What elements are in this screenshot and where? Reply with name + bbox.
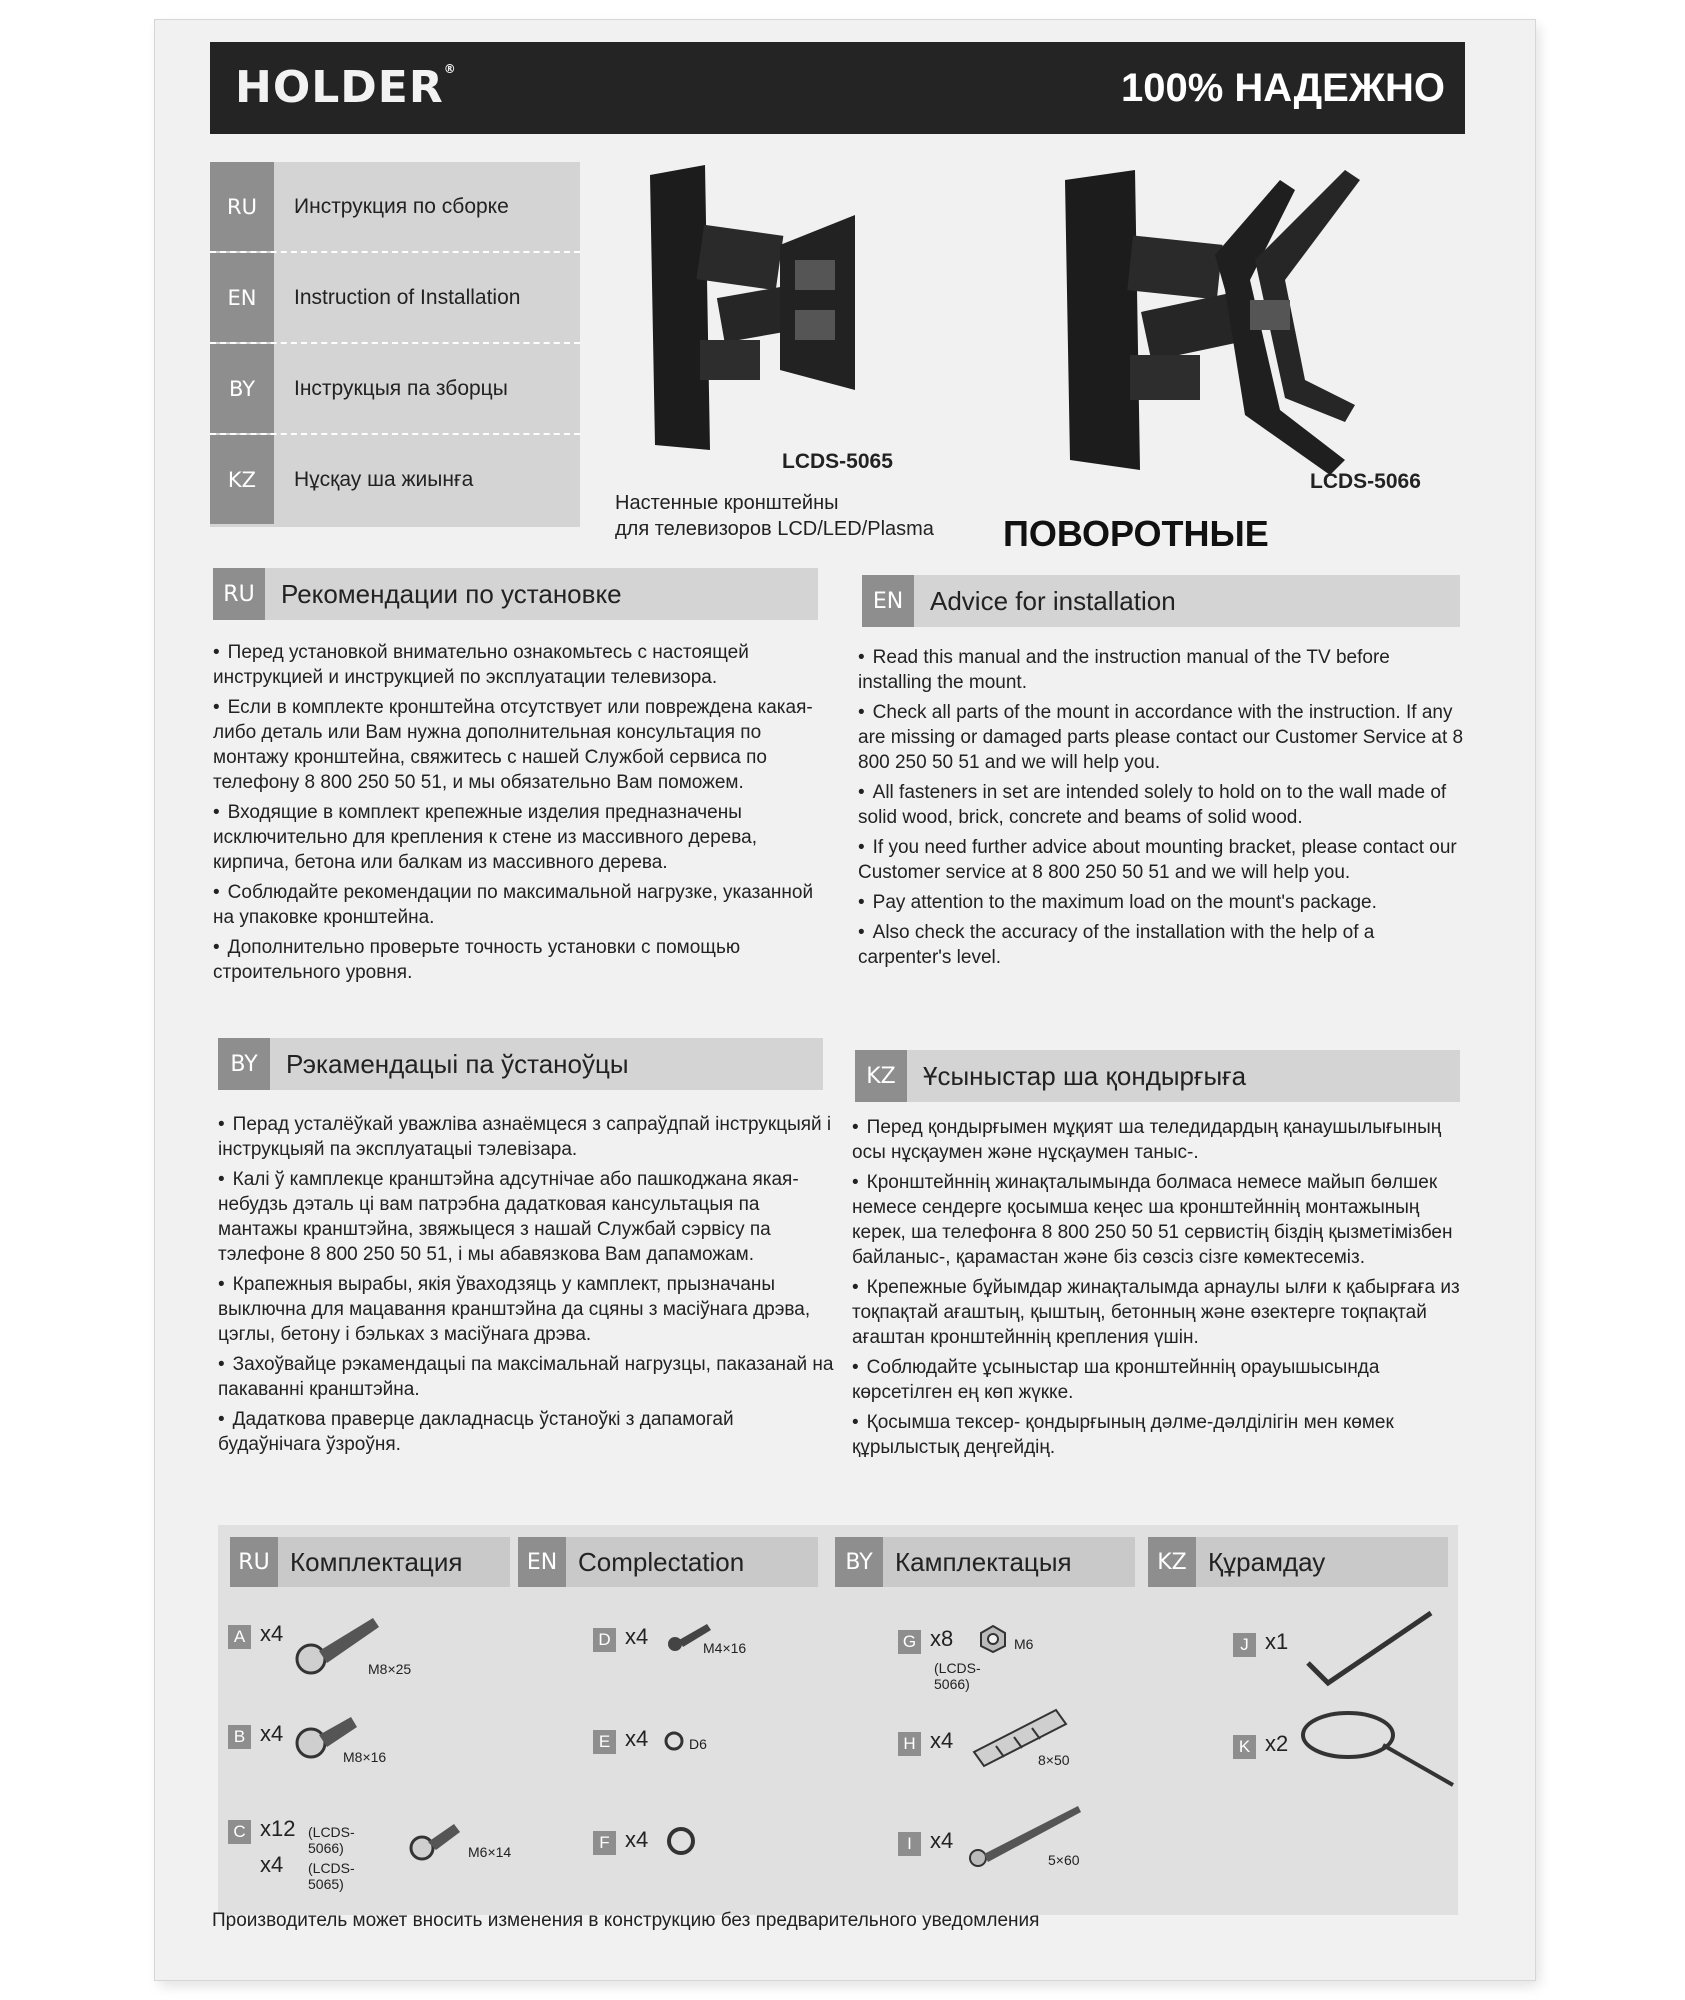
part-letter: A [228, 1625, 251, 1649]
language-row-en [210, 253, 580, 344]
language-row-ru [210, 162, 580, 253]
language-code: RU [210, 162, 274, 251]
part-letter: C [228, 1820, 251, 1844]
part-letter: E [593, 1730, 616, 1754]
bracket-lcds-5065-image [630, 160, 890, 460]
recommendations-kz [852, 1115, 1467, 1465]
product-type-title: ПОВОРОТНЫЕ [1003, 513, 1269, 554]
section-title: Complectation [578, 1546, 745, 1577]
recommendations-ru [213, 640, 833, 990]
list-item: • Крапежныя вырабы, якія ўваходзяць у камплект, прызначаны выключна для мацавання кранштэйна да сцяны з масіўнага дрэва, цэглы, бетону і бэльках з масіўнага дрэва. [218, 1272, 838, 1347]
section-header-en [862, 575, 1460, 627]
part-quantity: x2 [1265, 1731, 1289, 1756]
section-title: Камплектацыя [895, 1546, 1072, 1577]
list-item: • Соблюдайте рекомендации по максимальной нагрузке, указанной на упаковке кронштейна. [213, 880, 833, 930]
section-code: KZ [855, 1050, 907, 1102]
product-subtitle [615, 490, 934, 542]
kit-header-kz [1148, 1537, 1448, 1587]
part-quantity: x12 [260, 1816, 296, 1841]
part-model-note: (LCDS-5066) [308, 1824, 355, 1856]
hex-key-icon [1303, 1603, 1443, 1693]
subtitle-line-1: Настенные кронштейны [615, 492, 839, 514]
part-quantity: x1 [1265, 1629, 1289, 1654]
part-dimension: M6×14 [468, 1844, 512, 1860]
section-code: RU [213, 568, 265, 620]
language-label: Інструкцыя па зборцы [294, 376, 508, 400]
subtitle-line-2: для телевизоров LCD/LED/Plasma [615, 518, 934, 540]
part-dimension: 5×60 [1048, 1852, 1080, 1868]
part-quantity-alt: x4 [260, 1852, 284, 1877]
section-code: BY [835, 1537, 883, 1587]
list-item: • Захоўвайце рэкамендацыі па максімальнай нагрузцы, паказанай на пакаванні кранштэйна. [218, 1352, 838, 1402]
section-code: BY [218, 1038, 270, 1090]
part-quantity: x4 [625, 1624, 649, 1649]
list-item: • Перед установкой внимательно ознакомьтесь с настоящей инструкцией и инструкцией по эксплуатации телевизора. [213, 640, 833, 690]
language-list [210, 162, 580, 527]
list-item: • Перед қондырғымен мұқият ша теледидардың қанаушылығының осы нұсқаумен және нұсқаумен таныс-. [852, 1115, 1467, 1165]
list-item: • Дадаткова праверце дакладнасць ўстаноўкі з дапамогай будаўнічага ўзроўня. [218, 1407, 838, 1457]
part-letter: K [1233, 1735, 1256, 1759]
list-item: • Read this manual and the instruction manual of the TV before installing the mount. [858, 645, 1468, 695]
kit-header-by [835, 1537, 1135, 1587]
section-code: EN [518, 1537, 566, 1587]
part-letter: I [898, 1832, 921, 1856]
language-row-by [210, 344, 580, 435]
list-item: • Pay attention to the maximum load on the mount's package. [858, 890, 1468, 915]
list-item: • Кронштейннің жинақталымында болмаса немесе майып бөлшек немесе сендерге қосымша кеңес ша кронштейннің монтажының керек, ша телефонға 8 800 250 50 51 сервистің біздің қызметімізбен байланыс-, қарамастан және біз сөзсіз сізге көмектесеміз. [852, 1170, 1467, 1270]
registered-mark: ® [443, 62, 457, 76]
section-code: RU [230, 1537, 278, 1587]
bracket-lcds-5066-image [1045, 160, 1365, 490]
language-code: EN [210, 253, 274, 342]
language-row-kz [210, 435, 580, 524]
part-model-note: (LCDS-5066) [934, 1660, 981, 1692]
bolt-m6x14-icon [408, 1818, 468, 1868]
kit-header-ru [230, 1537, 510, 1587]
disclaimer-footer: Производитель может вносить изменения в конструкцию без предварительного уведомления [212, 1910, 1040, 1931]
part-dimension: D6 [689, 1736, 707, 1752]
list-item: • Крепежные бұйымдар жинақталымда арнаулы ылғи к қабырғаға из тоқпақтай ағаштың, қыштың, бетонның және өзектерге тоқпақтай ағаштан кронштейннің крепления үшін. [852, 1275, 1467, 1350]
model-lcds-5065: LCDS-5065 [782, 450, 893, 473]
section-header-by [218, 1038, 823, 1090]
section-header-ru [213, 568, 818, 620]
part-quantity: x4 [260, 1721, 284, 1746]
recommendations-en [858, 645, 1468, 975]
model-lcds-5066: LCDS-5066 [1310, 470, 1421, 493]
list-item: • All fasteners in set are intended solely to hold on to the wall made of solid wood, brick, concrete and beams of solid wood. [858, 780, 1468, 830]
kit-header-en [518, 1537, 818, 1587]
part-letter: B [228, 1725, 251, 1749]
section-title: Құрамдау [1208, 1546, 1326, 1577]
part-letter: F [593, 1831, 616, 1855]
part-model-note-alt: (LCDS-5065) [308, 1860, 355, 1892]
list-item: • Калі ў камплекце кранштэйна адсутнічае або пашкоджана якая-небудзь дэталь ці вам патрэбна дадатковая кансультацыя па мантажы кранштэйна, звяжыцеся з нашай Службай сэрвісу па тэлефоне 8 800 250 50 51, і мы абавязкова Вам дапаможам. [218, 1167, 838, 1267]
part-dimension: 8×50 [1038, 1752, 1070, 1768]
header-bar [210, 42, 1465, 134]
language-code: KZ [210, 435, 274, 524]
section-title: Ұсыныстар ша қондырғыға [923, 1060, 1247, 1091]
language-label: Нұсқау ша жиынға [294, 467, 474, 491]
language-label: Instruction of Installation [294, 285, 521, 309]
brand-logo [235, 62, 457, 113]
part-quantity: x4 [625, 1726, 649, 1751]
kit-contents-panel [218, 1525, 1458, 1915]
section-title: Комплектация [290, 1546, 463, 1577]
part-letter: H [898, 1732, 921, 1756]
list-item: • Входящие в комплект крепежные изделия предназначены исключительно для крепления к стене из массивного дерева, кирпича, бетона или балкам из массивного дерева. [213, 800, 833, 875]
list-item: • Check all parts of the mount in accordance with the instruction. If any are missing or damaged parts please contact our Customer Service at 8 800 250 50 51 and we will help you. [858, 700, 1468, 775]
part-dimension: M4×16 [703, 1640, 747, 1656]
section-title: Advice for installation [930, 585, 1176, 616]
part-quantity: x4 [930, 1728, 954, 1753]
part-letter: D [593, 1628, 616, 1652]
slogan: 100% НАДЕЖНО [1120, 66, 1445, 110]
list-item: • Если в комплекте кронштейна отсутствует или повреждена какая-либо деталь или Вам нужна дополнительная консультация по монтажу кронштейна, свяжитесь с нашей Службой сервиса по телефону 8 800 250 50 51, и мы обязательно Вам поможем. [213, 695, 833, 795]
section-title: Рекомендации по установке [281, 578, 622, 609]
nut-m6-icon [978, 1624, 1008, 1654]
part-quantity: x8 [930, 1626, 954, 1651]
list-item: • Дополнительно проверьте точность установки с помощью строительного уровня. [213, 935, 833, 985]
washer-d6-icon [663, 1730, 685, 1752]
section-title: Рэкамендацыі па ўстаноўцы [286, 1048, 629, 1079]
part-quantity: x4 [625, 1827, 649, 1852]
list-item: • If you need further advice about mounting bracket, please contact our Customer service at 8 800 250 50 51 and we will help you. [858, 835, 1468, 885]
cable-tie-icon [1298, 1705, 1458, 1795]
brand-name: HOLDER [235, 62, 444, 113]
list-item: • Соблюдайте ұсыныстар ша кронштейннің орауышысында көрсетілген ең көп жүкке. [852, 1355, 1467, 1405]
language-code: BY [210, 344, 274, 433]
large-washer-icon [665, 1825, 697, 1857]
list-item: • Қосымша тексер- қондырғының дәлме-дәлділігін мен көмек құрылыстық деңгейдің. [852, 1410, 1467, 1460]
part-quantity: x4 [930, 1828, 954, 1853]
part-quantity: x4 [260, 1621, 284, 1646]
part-dimension: M8×16 [343, 1749, 387, 1765]
part-dimension: M6 [1014, 1636, 1034, 1652]
part-dimension: M8×25 [368, 1661, 412, 1677]
part-letter: G [898, 1630, 921, 1654]
part-letter: J [1233, 1633, 1256, 1657]
language-label: Инструкция по сборке [294, 194, 509, 218]
section-code: KZ [1148, 1537, 1196, 1587]
list-item: • Also check the accuracy of the installation with the help of a carpenter's level. [858, 920, 1468, 970]
recommendations-by [218, 1112, 838, 1462]
section-code: EN [862, 575, 914, 627]
list-item: • Перад усталёўкай уважліва азнаёмцеся з сапраўдпай інструкцыяй і інструкцыяй па эксплуатацыі тэлевізара. [218, 1112, 838, 1162]
section-header-kz [855, 1050, 1460, 1102]
